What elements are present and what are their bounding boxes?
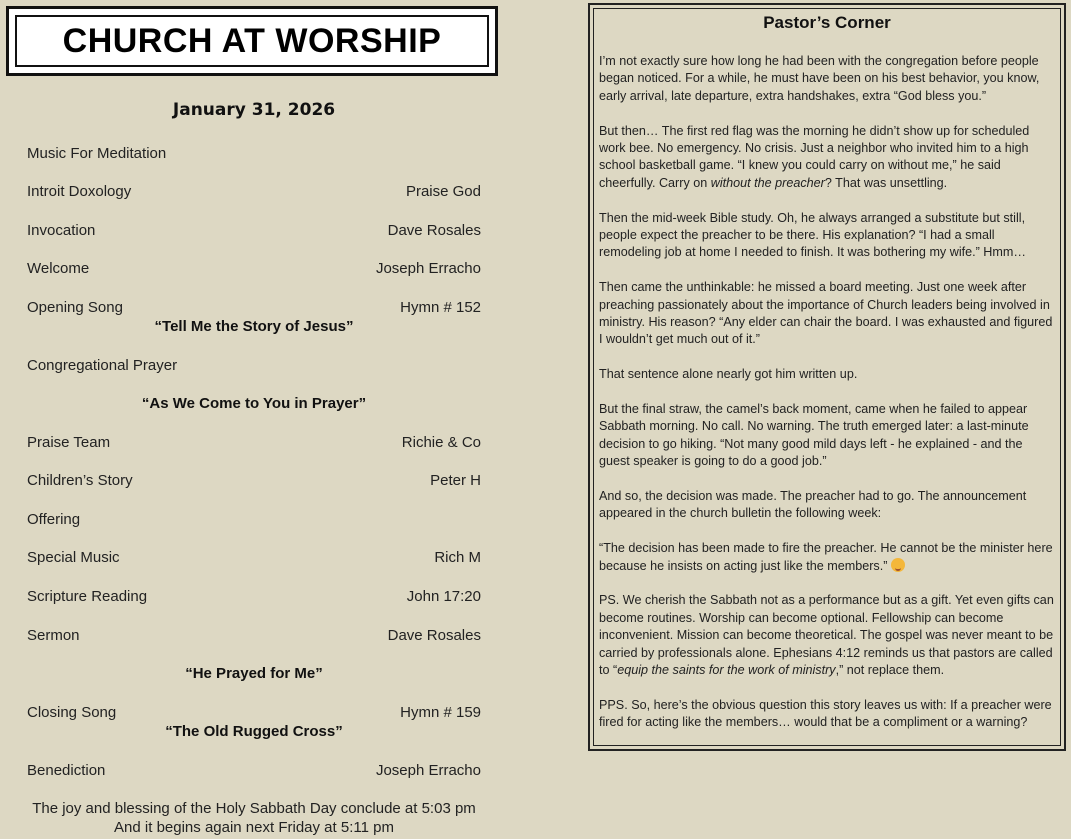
program-item: Special Music Rich M <box>27 549 481 566</box>
prayer-song-title: “As We Come to You in Prayer” <box>141 395 367 412</box>
program-item: Invocation Dave Rosales <box>27 222 481 239</box>
paragraph: PPS. So, here’s the obvious question this story leaves us with: If a preacher were fired for acting like the members… would that be a compliment or a warning? <box>599 697 1052 730</box>
paragraph: But then… The first red flag was the morning he didn’t show up for scheduled work bee. No emergency. No crisis. Just a neighbor who invited him to a high school basketball game. “I knew you could carry on without me,” he said cheerfully. Carry on without the preacher? That was unsettling. <box>599 123 1030 190</box>
sermon-title: “He Prayed for Me” <box>185 665 323 682</box>
program-item: Closing Song Hymn # 159 <box>27 704 481 721</box>
program-item: Music For Meditation <box>27 145 167 162</box>
program-item: Scripture Reading John 17:20 <box>27 588 481 605</box>
program-item: Offering <box>27 511 81 528</box>
program-item: Praise Team Richie & Co <box>27 434 481 451</box>
pastors-corner-box <box>588 3 1066 751</box>
pastors-corner-text <box>599 53 1056 749</box>
opening-song-title: “Tell Me the Story of Jesus” <box>154 318 354 335</box>
bulletin-title-frame <box>6 6 498 76</box>
bulletin-title-inner-frame <box>15 15 489 67</box>
program-item: Sermon Dave Rosales <box>27 627 481 644</box>
sabbath-begin-note: And it begins again next Friday at 5:11 pm <box>114 819 394 836</box>
program-item: Opening Song Hymn # 152 <box>27 299 481 316</box>
paragraph: And so, the decision was made. The preacher had to go. The announcement appeared in the church bulletin the following week: <box>599 489 1027 521</box>
paragraph: That sentence alone nearly got him written up. <box>599 367 858 382</box>
program-item: Benediction Joseph Erracho <box>27 762 481 779</box>
paragraph: PS. We cherish the Sabbath not as a performance but as a gift. Yet even gifts can become routines. Worship can become optional. Fellowship can become inconvenient. Mission can become theoretical. The gospel was never meant to be carried by professionals alone. Ephesians 4:12 reminds us that pastors are called to “equip the saints for the work of ministry,” not replace them. <box>599 593 1054 678</box>
program-item: Congregational Prayer <box>27 357 178 374</box>
program-item: Welcome Joseph Erracho <box>27 260 481 277</box>
pastors-corner-title: Pastor’s Corner <box>763 13 891 32</box>
bulletin-title: CHURCH AT WORSHIP <box>62 21 442 60</box>
paragraph: Then the mid-week Bible study. Oh, he always arranged a substitute but still, people expect the preacher to be there. His explanation? “I had a small remodeling job at home I needed to finish. It was bothering my wife.” Hmm… <box>599 210 1026 260</box>
program-item: Children’s Story Peter H <box>27 472 481 489</box>
smiling-face-icon <box>891 558 905 572</box>
closing-song-title: “The Old Rugged Cross” <box>165 723 343 740</box>
paragraph: But the final straw, the camel’s back moment, came when he failed to appear Sabbath morning. No call. No warning. The truth emerged later: a last-minute decision to go hiking. “Not many good mild days left - he explained - and the guest speaker is going to do a good job.” <box>599 402 1029 469</box>
paragraph: Then came the unthinkable: he missed a board meeting. Just one week after preaching passionately about the importance of Church leaders being involved in ministry. His reason? “Any elder can chair the board. I was exhausted and figured I wouldn’t get much out of it.” <box>599 280 1053 347</box>
program-item: Introit Doxology Praise God <box>27 183 481 200</box>
paragraph: “The decision has been made to fire the preacher. He cannot be the minister here because he insists on acting just like the members.” <box>599 541 1053 573</box>
paragraph: I’m not exactly sure how long he had been with the congregation before people began noticed. For a while, he must have been on his best behavior, you know, early arrival, late departure, extra handshakes, extra “God bless you.” <box>599 54 1040 103</box>
service-date: January 31, 2026 <box>172 100 336 120</box>
sabbath-end-note: The joy and blessing of the Holy Sabbath Day conclude at 5:03 pm <box>32 800 476 817</box>
